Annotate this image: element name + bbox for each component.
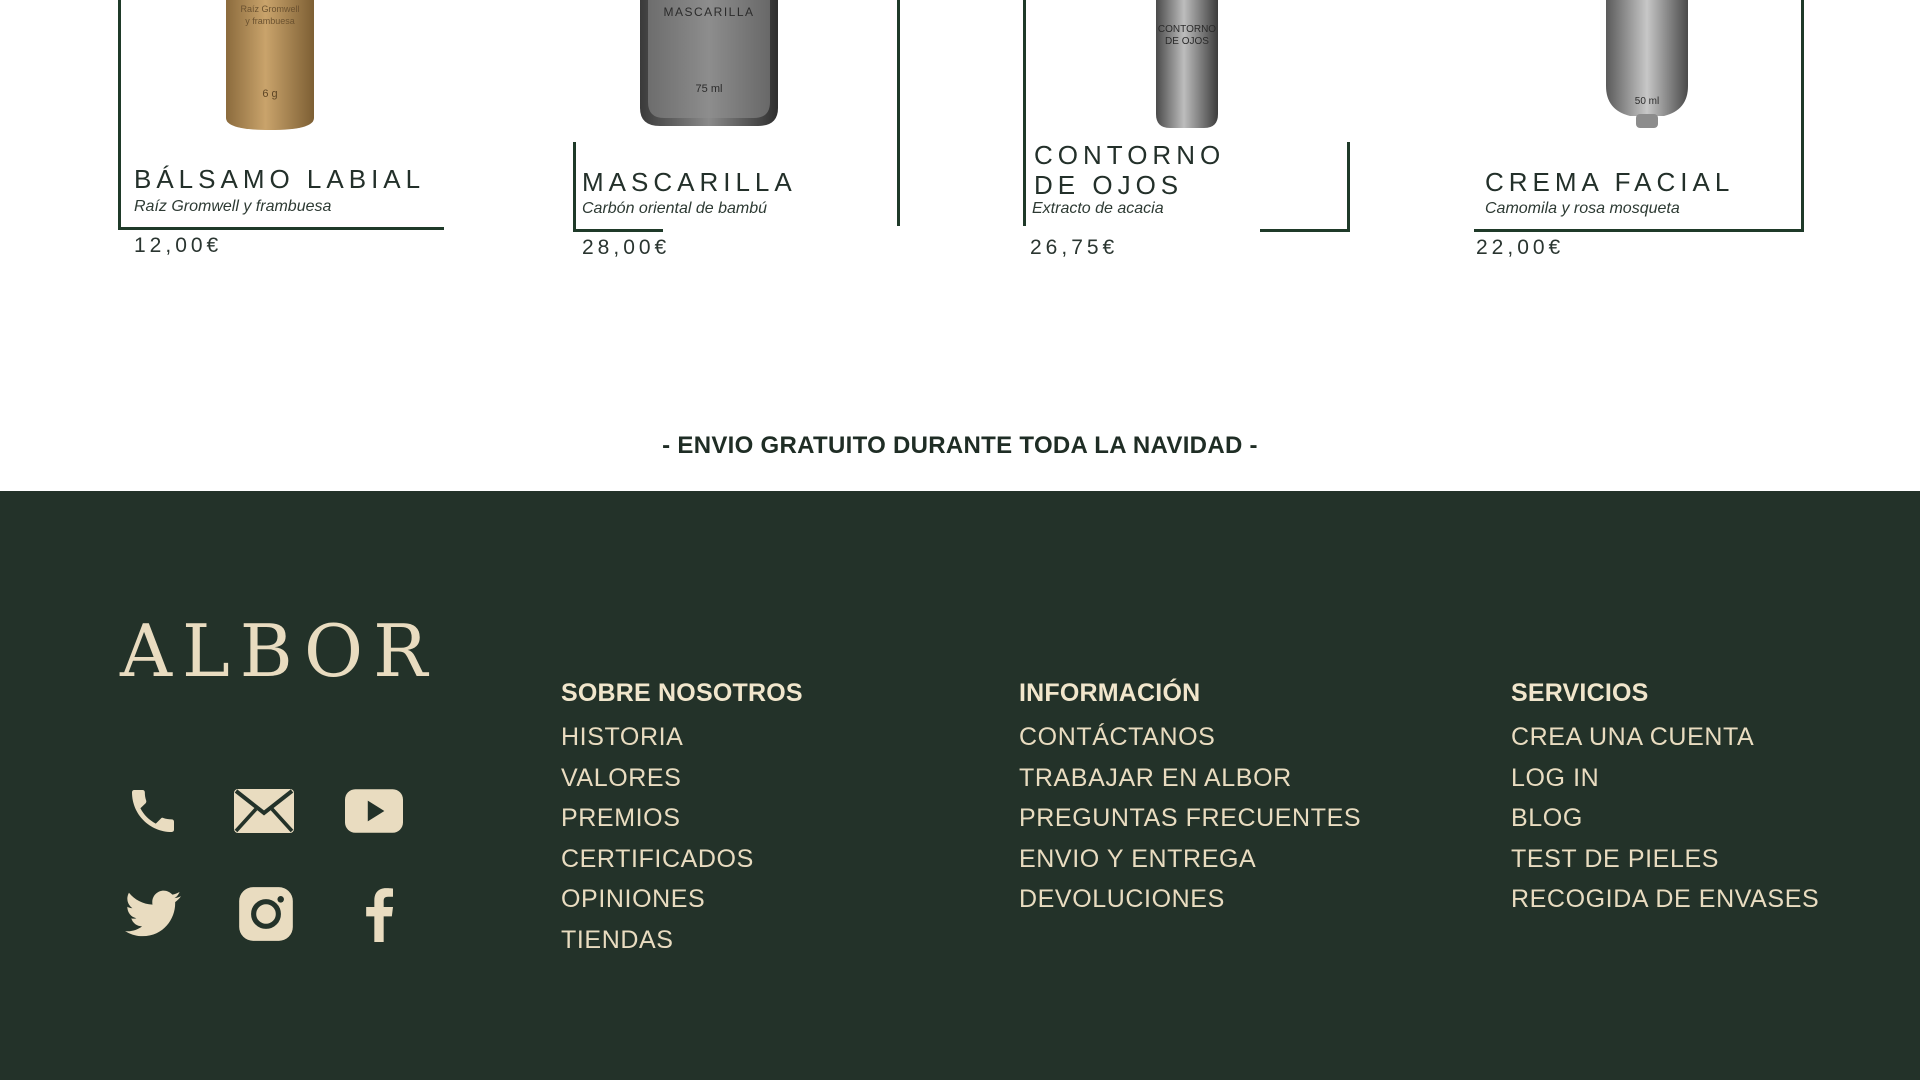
card-bracket-bottom [1260,229,1350,232]
footer-column-title: INFORMACIÓN [1019,679,1201,707]
twitter-icon[interactable] [123,884,183,944]
svg-text:Raíz Gromwell: Raíz Gromwell [240,4,300,14]
product-subtitle: Camomila y rosa mosqueta [1485,200,1680,217]
mask-tin-image [638,0,780,130]
instagram-icon[interactable] [236,884,296,944]
footer-link-premios[interactable]: PREMIOS [561,804,681,832]
face-cream-image-size: 50 ml [1634,96,1660,107]
product-name[interactable]: MASCARILLA [582,167,797,197]
card-bracket-right [1347,142,1350,232]
card-bracket-right [1801,0,1804,232]
shipping-banner: - ENVIO GRATUITO DURANTE TODA LA NAVIDAD - [662,432,1258,459]
product-subtitle: Carbón oriental de bambú [582,200,768,217]
product-price: 22,00€ [1476,236,1565,259]
footer-link-preguntas-frecuentes[interactable]: PREGUNTAS FRECUENTES [1019,804,1362,832]
product-card-balsamo-labial[interactable] [0,0,460,270]
product-price: 12,00€ [134,234,223,257]
svg-text:CONTORNO: CONTORNO [1157,24,1217,35]
footer-link-recogida-de-envases[interactable]: RECOGIDA DE ENVASES [1511,885,1820,913]
phone-icon[interactable] [123,781,183,841]
mail-icon[interactable] [234,781,294,841]
youtube-icon[interactable] [344,781,404,841]
facebook-icon[interactable] [349,884,409,944]
product-price: 28,00€ [582,236,671,259]
footer-column-title: SERVICIOS [1511,679,1649,707]
footer-link-contactanos[interactable]: CONTÁCTANOS [1019,723,1216,751]
lip-balm-image [222,0,318,132]
footer-column-title: SOBRE NOSOTROS [561,679,803,707]
footer-link-valores[interactable]: VALORES [561,763,682,792]
footer-link-certificados[interactable]: CERTIFICADOS [561,844,754,873]
footer-link-tiendas[interactable]: TIENDAS [561,925,674,954]
product-subtitle: Extracto de acacia [1032,200,1164,217]
product-name[interactable]: CONTORNO DE OJOS [1034,140,1226,200]
lip-balm-image-label: 6 g [262,88,278,100]
footer-link-historia[interactable]: HISTORIA [561,723,684,751]
footer-link-opiniones[interactable]: OPINIONES [561,885,706,913]
product-price: 26,75€ [1030,236,1119,259]
site-footer [0,491,1920,1080]
svg-text:y frambuesa: y frambuesa [245,16,295,26]
footer-column-servicios [1511,676,1819,920]
footer-link-trabajar-en-albor[interactable]: TRABAJAR EN ALBOR [1019,763,1292,792]
card-bracket-bottom [1474,229,1804,232]
card-bracket-bottom [573,229,663,232]
footer-link-envio-y-entrega[interactable]: ENVIO Y ENTREGA [1019,844,1257,873]
card-bracket-left [1023,0,1026,226]
footer-column-informacion [1019,676,1361,920]
footer-link-devoluciones[interactable]: DEVOLUCIONES [1019,885,1225,913]
albor-logo[interactable]: ALBOR [120,609,438,693]
product-name[interactable]: CREMA FACIAL [1485,167,1735,197]
card-bracket-bottom [118,227,444,230]
footer-link-blog[interactable]: BLOG [1511,804,1583,832]
product-card-contorno-de-ojos[interactable] [1000,0,1360,270]
product-card-crema-facial[interactable] [1460,0,1820,270]
mask-tin-image-label: MASCARILLA [663,5,755,19]
footer-column-sobre-nosotros [561,676,803,960]
eye-contour-image [1154,0,1220,130]
face-cream-image [1604,0,1690,132]
footer-link-crea-una-cuenta[interactable]: CREA UNA CUENTA [1511,723,1755,751]
footer-link-test-de-pieles[interactable]: TEST DE PIELES [1511,844,1720,873]
card-bracket-left [118,0,121,230]
product-card-mascarilla[interactable] [560,0,920,270]
card-bracket-right [897,0,900,226]
footer-link-log-in[interactable]: LOG IN [1511,763,1600,792]
svg-text:DE OJOS: DE OJOS [1165,36,1209,47]
card-bracket-left [573,142,576,232]
mask-tin-image-size: 75 ml [695,83,723,95]
product-subtitle: Raíz Gromwell y frambuesa [134,198,332,215]
product-name[interactable]: BÁLSAMO LABIAL [134,164,426,194]
